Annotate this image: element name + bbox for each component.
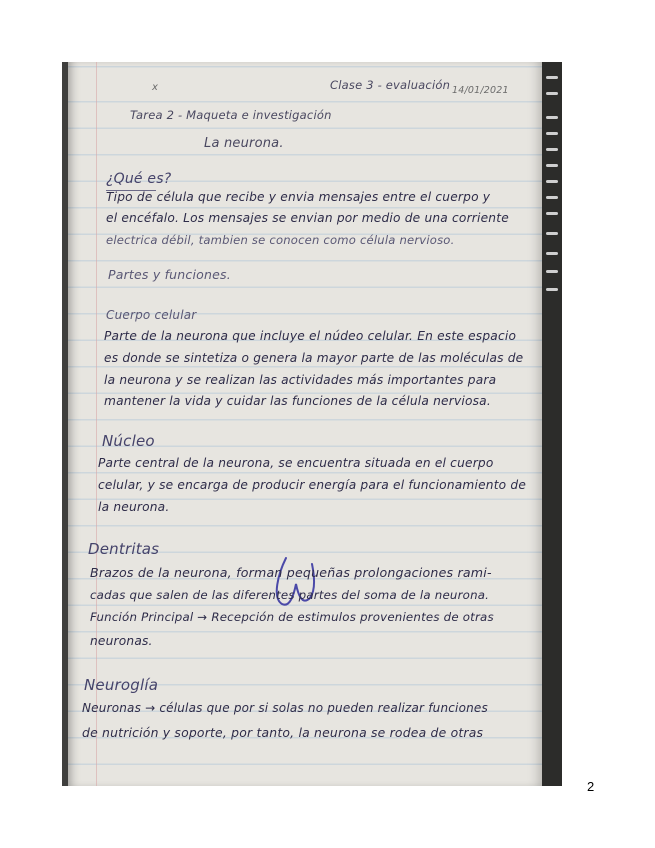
- date: 14/01/2021: [452, 85, 509, 96]
- section-line: celular, y se encarga de producir energía para el funcionamiento de: [98, 478, 527, 492]
- section-line: el encéfalo. Los mensajes se envian por medio de una corriente: [106, 211, 509, 225]
- assignment-title: Tarea 2 - Maqueta e investigación: [130, 108, 332, 122]
- class-line: Clase 3 - evaluación: [330, 78, 451, 92]
- notebook-page: [68, 62, 542, 786]
- notebook-photo: [62, 62, 562, 786]
- section-line: Brazos de la neurona, forman pequeñas prolongaciones rami-: [90, 565, 492, 580]
- section-heading-neuroglia: Neuroglía: [84, 676, 159, 694]
- section-heading-dentritas: Dentritas: [88, 540, 160, 558]
- section-line: de nutrición y soporte, por tanto, la neurona se rodea de otras: [82, 725, 484, 740]
- section-line: mantener la vida y cuidar las funciones de la célula nerviosa.: [104, 394, 491, 408]
- section-line: electrica débil, tambien se conocen como célula nervioso.: [106, 233, 455, 247]
- teacher-signature-mark: [258, 554, 318, 614]
- section-line: neuronas.: [90, 634, 153, 648]
- section-line: Tipo de célula que recibe y envia mensajes entre el cuerpo y: [106, 190, 491, 204]
- section-line: Parte de la neurona que incluye el núdeo celular. En este espacio: [104, 329, 517, 343]
- section-line: Neuronas → células que por si solas no pueden realizar funciones: [82, 701, 488, 715]
- section-line: la neurona.: [98, 500, 170, 514]
- notebook-spiral: [542, 62, 562, 786]
- section-heading-que-es: ¿Qué es?: [106, 171, 172, 187]
- section-line: cadas que salen de las diferentes partes del soma de la neurona.: [90, 588, 490, 602]
- page-number: 2: [587, 779, 595, 794]
- header-mark: x: [152, 82, 159, 93]
- section-line: es donde se sintetiza o genera la mayor parte de las moléculas de: [104, 351, 524, 365]
- section-heading-nucleo: Núcleo: [102, 432, 155, 450]
- section-line: Parte central de la neurona, se encuentra situada en el cuerpo: [98, 456, 494, 470]
- section-heading-cuerpo: Cuerpo celular: [106, 308, 197, 322]
- section-line: la neurona y se realizan las actividades más importantes para: [104, 373, 497, 387]
- section-line: Función Principal → Recepción de estimulos provenientes de otras: [90, 610, 494, 624]
- page-title: La neurona.: [204, 136, 284, 151]
- section-heading-partes: Partes y funciones.: [108, 267, 231, 282]
